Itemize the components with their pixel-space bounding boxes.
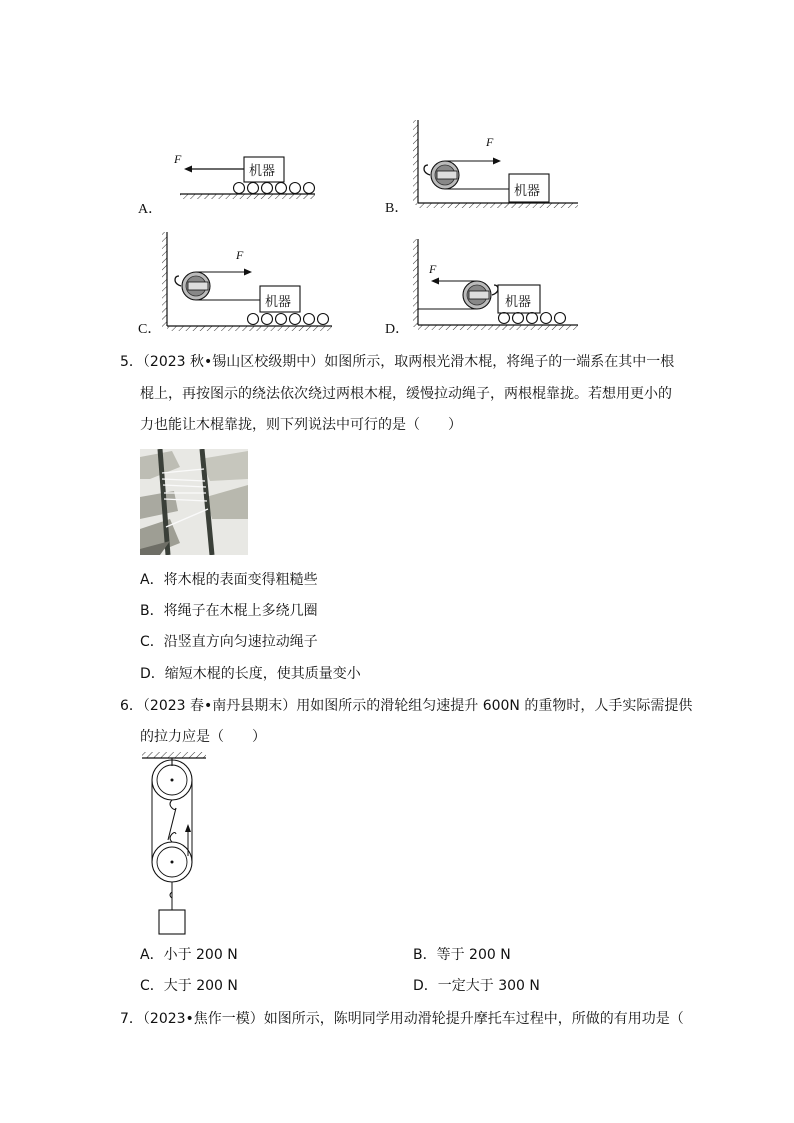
option-letter-c: C．: [138, 322, 162, 337]
figure-b-diagram: [385, 115, 585, 215]
q5-stem-line1: 5．（2023 秋•锡山区校级期中）如图所示，取两根光滑木棍，将绳子的一端系在其中一根: [120, 354, 675, 370]
option-letter-a: A．: [138, 202, 163, 217]
rollers: [234, 183, 315, 194]
q6-option-b: B．等于 200 N: [413, 947, 511, 963]
q5-stem-line2: 棍上，再按图示的绕法依次绕过两根木棍，缓慢拉动绳子，两根棍靠拢。若想用更小的: [140, 386, 672, 402]
pull-arrow: [185, 824, 191, 832]
force-label-d: F: [429, 262, 437, 276]
q5-option-d: D．缩短木棍的长度，使其质量变小: [140, 666, 361, 682]
q6-option-d: D．一定大于 300 N: [413, 978, 540, 994]
ceiling: [142, 752, 206, 758]
q5-stem-line3: 力也能让木棍靠拢，则下列说法中可行的是（ ）: [140, 417, 462, 433]
q5-option-b: B．将绳子在木棍上多绕几圈: [140, 603, 318, 619]
sticks-photo: [140, 449, 248, 555]
q6-stem-line1: 6．（2023 春•南丹县期末）用如图所示的滑轮组匀速提升 600N 的重物时，人手实际需提供: [120, 698, 693, 714]
figure-c: [140, 228, 340, 338]
q6-stem-line2: 的拉力应是（ ）: [140, 729, 266, 745]
q6-option-c: C．大于 200 N: [140, 978, 238, 994]
rollers: [499, 313, 566, 324]
force-label-b: F: [486, 135, 494, 149]
q5-option-c: C．沿竖直方向匀速拉动绳子: [140, 634, 318, 650]
pulley-system-figure: [138, 752, 213, 938]
figure-a-diagram: [140, 150, 330, 215]
hook: [424, 165, 430, 175]
machine-label-a: 机器: [249, 164, 276, 179]
figure-d: [385, 235, 585, 338]
figure-c-diagram: [140, 228, 340, 338]
machine-label-b: 机器: [514, 184, 541, 199]
q6-option-a: A．小于 200 N: [140, 947, 238, 963]
q7-stem-line1: 7．（2023•焦作一模）如图所示，陈明同学用动滑轮提升摩托车过程中，所做的有用功是（: [120, 1011, 684, 1027]
figure-a: [140, 150, 330, 215]
rollers: [248, 314, 329, 325]
force-label-c: F: [236, 248, 244, 262]
option-letter-d: D．: [385, 322, 410, 337]
machine-label-c: 机器: [265, 295, 292, 310]
figure-b: [385, 115, 585, 215]
q5-option-a: A．将木棍的表面变得粗糙些: [140, 572, 318, 588]
force-label-a: F: [174, 152, 182, 166]
weight: [159, 910, 185, 934]
option-letter-b: B．: [385, 201, 409, 216]
figure-d-diagram: [385, 235, 585, 338]
machine-label-d: 机器: [505, 295, 532, 310]
ground-hatch: [180, 194, 315, 199]
